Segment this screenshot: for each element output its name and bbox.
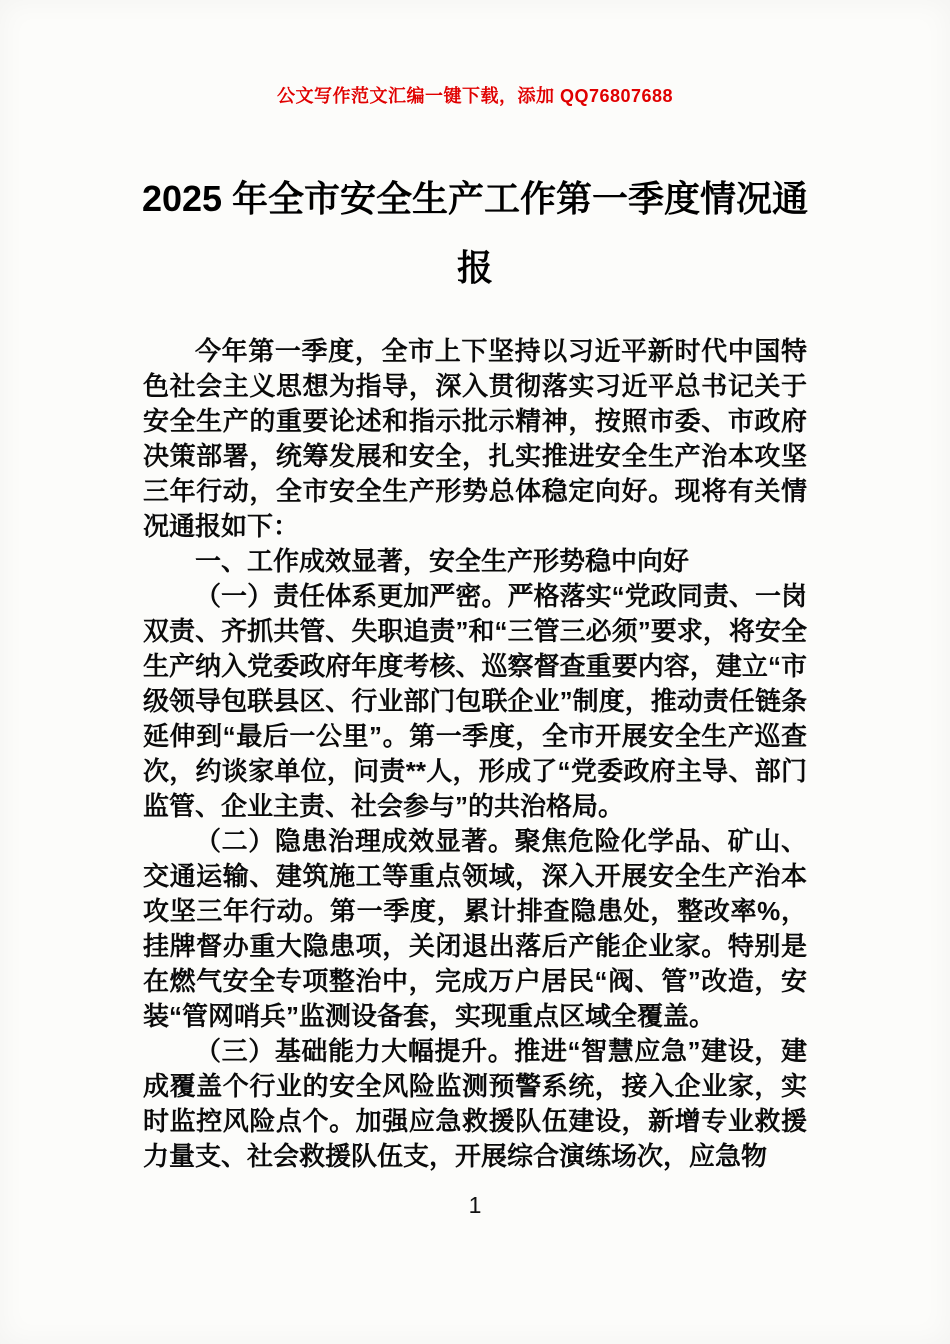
document-body	[143, 334, 807, 1174]
intro-paragraph: 今年第一季度，全市上下坚持以习近平新时代中国特色社会主义思想为指导，深入贯彻落实习近平总书记关于安全生产的重要论述和指示批示精神，按照市委、市政府决策部署，统筹发展和安全，扎实推进安全生产治本攻坚三年行动，全市安全生产形势总体稳定向好。现将有关情况通报如下：	[143, 336, 807, 541]
section-heading: 一、工作成效显著，安全生产形势稳中向好	[195, 546, 690, 576]
header-notice: 公文写作范文汇编一键下载，添加 QQ76807688	[276, 86, 674, 106]
paragraph: （一）责任体系更加严密。严格落实“党政同责、一岗双责、齐抓共管、失职追责”和“三管三必须”要求，将安全生产纳入党委政府年度考核、巡察督查重要内容，建立“市级领导包联县区、行业部门包联企业”制度，推动责任链条延伸到“最后一公里”。第一季度，全市开展安全生产巡查次，约谈家单位，问责**人，形成了“党委政府主导、部门监管、企业主责、社会参与”的共治格局。	[143, 581, 807, 821]
document-title: 2025 年全市安全生产工作第一季度情况通报	[141, 178, 809, 288]
paragraph: （二）隐患治理成效显著。聚焦危险化学品、矿山、交通运输、建筑施工等重点领域，深入开展安全生产治本攻坚三年行动。第一季度，累计排查隐患处，整改率%，挂牌督办重大隐患项，关闭退出落后产能企业家。特别是在燃气安全专项整治中，完成万户居民“阀、管”改造，安装“管网哨兵”监测设备套，实现重点区域全覆盖。	[143, 826, 807, 1031]
paragraph: （三）基础能力大幅提升。推进“智慧应急”建设，建成覆盖个行业的安全风险监测预警系统，接入企业家，实时监控风险点个。加强应急救援队伍建设，新增专业救援力量支、社会救援队伍支，开展综合演练场次，应急物	[143, 1036, 807, 1171]
page-number: 1	[468, 1192, 482, 1218]
